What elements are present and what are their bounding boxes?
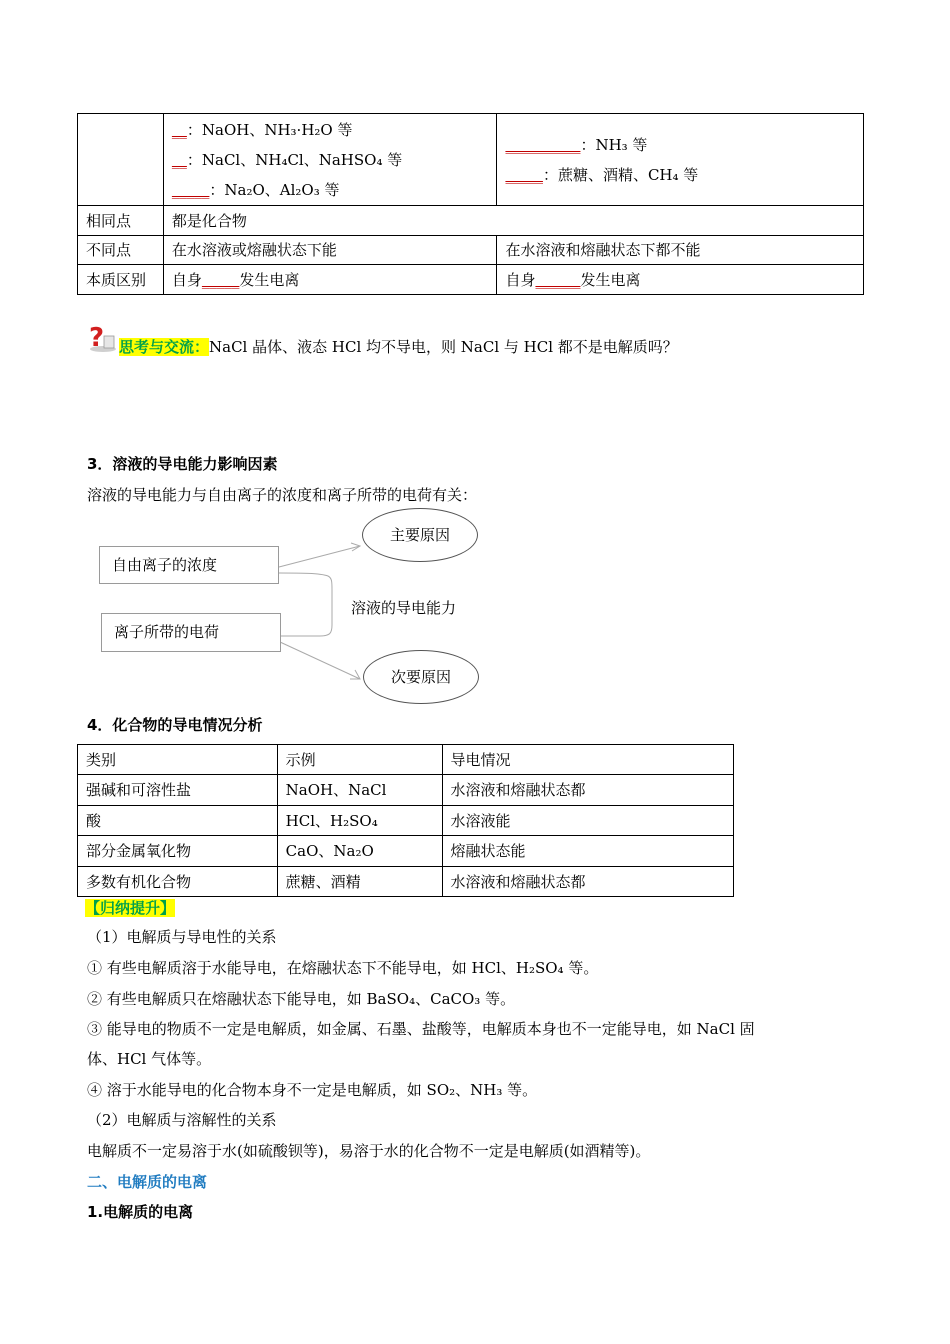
summary-line: ④ 溶于水能导电的化合物本身不一定是电解质，如 SO₂、NH₃ 等。: [87, 1081, 538, 1099]
oval-main-reason: [362, 508, 478, 562]
table-cell: 在水溶液和熔融状态下都不能: [497, 236, 864, 265]
cell-text: 发生电离: [239, 270, 300, 289]
section-two-heading: 二、电解质的电离: [87, 1173, 208, 1191]
summary-line: 体、HCl 气体等。: [87, 1050, 212, 1068]
cell-text: 自身: [171, 270, 202, 289]
table-cell: 在水溶液或熔融状态下能: [163, 236, 497, 265]
conductivity-table: [77, 744, 734, 897]
cell-text: ：蔗糖、酒精、CH₄ 等: [542, 165, 699, 184]
table-cell: CaO、Na₂O: [277, 836, 442, 867]
summary-line: ① 有些电解质溶于水能导电，在熔融状态下不能导电，如 HCl、H₂SO₄ 等。: [87, 959, 599, 977]
table-cell: 强碱和可溶性盐: [78, 775, 278, 806]
column-header: 导电情况: [442, 745, 734, 775]
summary-title-line: [85, 897, 175, 919]
fill-blank[interactable]: _____: [171, 180, 210, 199]
table-cell: NaOH、NaCl: [277, 775, 442, 806]
fill-blank[interactable]: _____: [201, 270, 240, 289]
table-cell: 水溶液和熔融状态都: [442, 775, 734, 806]
cell-text: ：NaOH、NH₃·H₂O 等: [186, 120, 353, 139]
box-label: 离子所带的电荷: [114, 623, 220, 641]
table-cell: 熔融状态能: [442, 836, 734, 867]
cell-text: ：NH₃ 等: [580, 135, 648, 154]
fill-blank[interactable]: _____: [505, 165, 543, 184]
svg-text:?: ?: [89, 323, 105, 353]
table-cell: HCl、H₂SO₄: [277, 806, 442, 836]
row-label: 不同点: [78, 236, 164, 265]
oval-label: 次要原因: [390, 668, 451, 686]
table-row: [78, 775, 734, 806]
think-discuss-label: 思考与交流：: [119, 338, 210, 356]
box-label: 自由离子的浓度: [112, 556, 218, 574]
fill-blank[interactable]: __: [171, 150, 187, 169]
column-header: 类别: [78, 745, 278, 775]
summary-line: （2）电解质与溶解性的关系: [87, 1111, 277, 1129]
oval-label: 主要原因: [389, 526, 450, 544]
summary-line: 电解质不一定易溶于水(如硫酸钡等)，易溶于水的化合物不一定是电解质(如酒精等)。: [87, 1142, 651, 1160]
summary-line: ② 有些电解质只在熔融状态下能导电，如 BaSO₄、CaCO₃ 等。: [87, 990, 516, 1008]
column-header: 示例: [277, 745, 442, 775]
table-cell: 多数有机化合物: [78, 867, 278, 897]
section-3-heading: 3．溶液的导电能力影响因素: [87, 455, 278, 473]
fill-blank[interactable]: ______: [535, 270, 581, 289]
summary-title: 【归纳提升】: [85, 899, 176, 917]
table-cell: 部分金属氧化物: [78, 836, 278, 867]
table-cell: 水溶液和熔融状态都: [442, 867, 734, 897]
row-label: 本质区别: [78, 265, 164, 295]
summary-line: （1）电解质与导电性的关系: [87, 928, 277, 946]
table-header-row: [78, 745, 734, 775]
section-two-subheading: 1.电解质的电离: [87, 1203, 194, 1221]
diagram-center-label: 溶液的导电能力: [351, 599, 457, 617]
table-cell: 酸: [78, 806, 278, 836]
cell-text: 发生电离: [580, 270, 641, 289]
think-discuss-text: NaCl 晶体、液态 HCl 均不导电，则 NaCl 与 HCl 都不是电解质吗？: [209, 338, 678, 356]
table-row: [78, 806, 734, 836]
table-cell: 都是化合物: [163, 206, 863, 236]
fill-blank[interactable]: __________: [505, 135, 581, 154]
cell-text: ：Na₂O、Al₂O₃ 等: [209, 180, 340, 199]
table-cell: 蔗糖、酒精: [277, 867, 442, 897]
row-label: 相同点: [78, 206, 164, 236]
oval-minor-reason: [363, 650, 479, 704]
cell-text: 自身: [505, 270, 536, 289]
section-3-intro: 溶液的导电能力与自由离子的浓度和离子所带的电荷有关：: [87, 486, 478, 504]
factor-box-ion-concentration: [99, 546, 279, 584]
table-cell: 水溶液能: [442, 806, 734, 836]
summary-line: ③ 能导电的物质不一定是电解质，如金属、石墨、盐酸等，电解质本身也不一定能导电，如 NaCl 固: [87, 1020, 755, 1038]
fill-blank[interactable]: __: [171, 120, 187, 139]
table-row: [78, 867, 734, 897]
section-4-heading: 4．化合物的导电情况分析: [87, 716, 263, 734]
cell-text: ：NaCl、NH₄Cl、NaHSO₄ 等: [186, 150, 403, 169]
factor-box-ion-charge: [101, 613, 281, 652]
table-row: [78, 836, 734, 867]
